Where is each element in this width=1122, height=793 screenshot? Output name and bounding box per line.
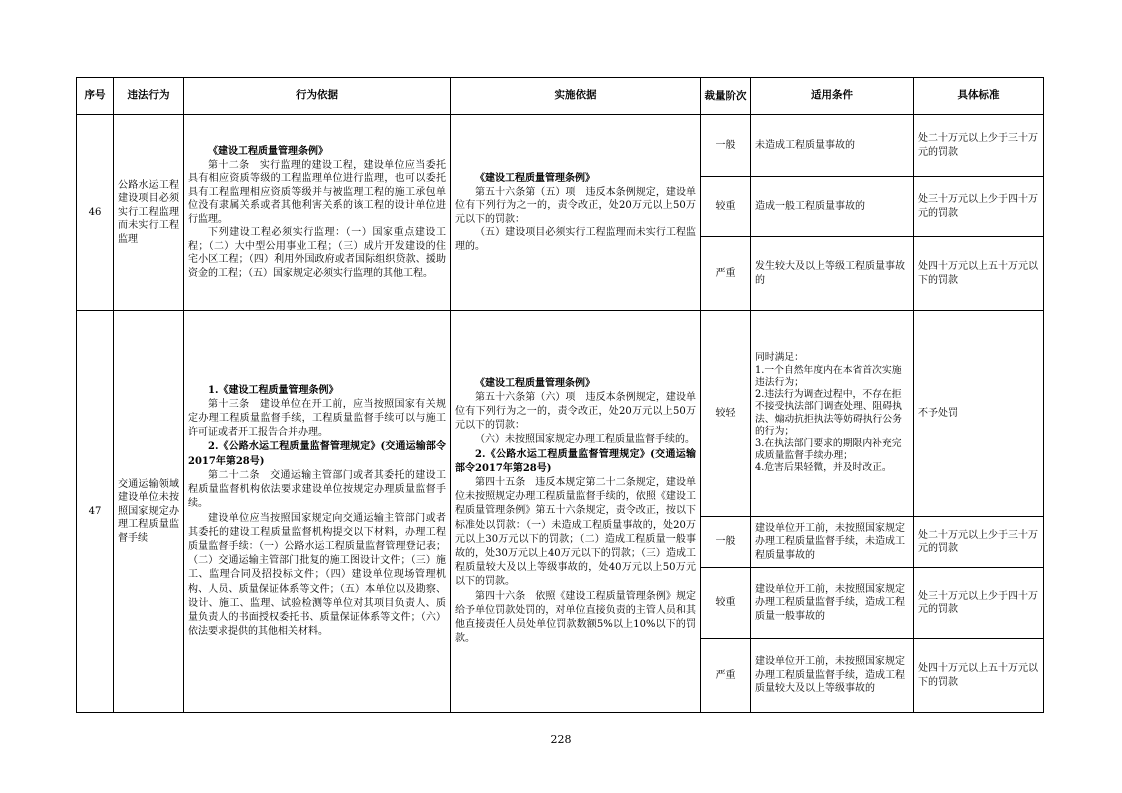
row46-impl bbox=[451, 115, 701, 311]
row47-num: 47 bbox=[77, 311, 114, 713]
law-title: 1.《建设工程质量管理条例》 bbox=[208, 384, 339, 396]
header-cond: 适用条件 bbox=[751, 78, 914, 115]
row46-level-2: 较重 bbox=[701, 177, 751, 237]
header-basis: 行为依据 bbox=[184, 78, 451, 115]
table-row bbox=[77, 311, 1044, 517]
row47-cond-4: 建设单位开工前，未按照国家规定办理工程质量监督手续，造成工程质量较大及以上等级事故的 bbox=[751, 639, 914, 713]
law-paragraph: （六）未按照国家规定办理工程质量监督手续的。 bbox=[475, 434, 695, 446]
row47-cond-2: 建设单位开工前，未按照国家规定办理工程质量监督手续，未造成工程质量事故的 bbox=[751, 517, 914, 568]
row47-level-1: 较轻 bbox=[701, 311, 751, 517]
law-paragraph: 第五十六条第（六）项 违反本条例规定，建设单位有下列行为之一的，责令改正，处20万元以上50万元以下的罚款： bbox=[455, 391, 696, 432]
row46-cond-2: 造成一般工程质量事故的 bbox=[751, 177, 914, 237]
law-paragraph: 第十三条 建设单位在开工前，应当按照国家有关规定办理工程质量监督手续，工程质量监督手续可以与施工许可证或者开工报告合并办理。 bbox=[188, 398, 446, 439]
header-level: 裁量阶次 bbox=[701, 78, 751, 115]
row47-std-4: 处四十万元以上五十万元以下的罚款 bbox=[914, 639, 1044, 713]
law-title: 《建设工程质量管理条例》 bbox=[475, 377, 595, 389]
row46-level-1: 一般 bbox=[701, 115, 751, 177]
table-row bbox=[77, 115, 1044, 177]
law-paragraph: 下列建设工程必须实行监理：（一）国家重点建设工程；（二）大中型公用事业工程；（三）成片开发建设的住宅小区工程；（四）利用外国政府或者国际组织贷款、援助资金的工程；（五）国家规定必须实行监理的其他工程。 bbox=[188, 227, 446, 279]
row46-basis-paragraphs bbox=[188, 145, 446, 280]
header-impl: 实施依据 bbox=[451, 78, 701, 115]
header-num: 序号 bbox=[77, 78, 114, 115]
row47-basis bbox=[184, 311, 451, 713]
law-paragraph: 第四十五条 违反本规定第二十二条规定，建设单位未按照规定办理工程质量监督手续的，依照《建设工程质量管理条例》第五十六条规定，责令改正，按以下标准处以罚款：（一）未造成工程质量事故的，处20万元以上30万元以下的罚款；（二）造成工程质量一般事故的，处30万元以上40万元以下的罚款；（三）造成工程质量较大及以上等级事故的，处40万元以上50万元以下的罚款。 bbox=[455, 476, 696, 588]
header-behavior: 违法行为 bbox=[114, 78, 184, 115]
row46-behavior: 公路水运工程建设项目必须实行工程监理而未实行工程监理 bbox=[114, 115, 184, 311]
law-paragraph: 第五十六条第（五）项 违反本条例规定，建设单位有下列行为之一的，责令改正，处20万元以上50万元以下的罚款： bbox=[455, 186, 696, 225]
row46-cond-1: 未造成工程质量事故的 bbox=[751, 115, 914, 177]
row46-std-2: 处三十万元以上少于四十万元的罚款 bbox=[914, 177, 1044, 237]
penalty-table bbox=[76, 77, 1044, 713]
row47-level-2: 一般 bbox=[701, 517, 751, 568]
law-title: 2.《公路水运工程质量监督管理规定》(交通运输部令2017年第28号) bbox=[188, 441, 446, 467]
row47-impl-paragraphs bbox=[455, 377, 696, 647]
row47-cond-1: 同时满足： 1.一个自然年度内在本省首次实施违法行为； 2.违法行为调查过程中，不存在拒不接受执法部门调查处理、阻碍执法、煽动抗拒执法等妨碍执行公务的行为； 3.在执法部门要求的期限内补充完成质量监督手续办理； 4.危害后果轻微，并及时改正。 bbox=[751, 311, 914, 517]
row46-num: 46 bbox=[77, 115, 114, 311]
law-title: 2.《公路水运工程质量监督管理规定》(交通运输部令2017年第28号) bbox=[455, 448, 696, 474]
header-std: 具体标准 bbox=[914, 78, 1044, 115]
row47-cond-3: 建设单位开工前，未按照国家规定办理工程质量监督手续，造成工程质量一般事故的 bbox=[751, 568, 914, 639]
row47-level-3: 较重 bbox=[701, 568, 751, 639]
row47-std-2: 处二十万元以上少于三十万元的罚款 bbox=[914, 517, 1044, 568]
law-paragraph: 建设单位应当按照国家规定向交通运输主管部门或者其委托的建设工程质量监督机构提交以下材料，办理工程质量监督手续：（一）公路水运工程质量监督管理登记表；（二）交通运输主管部门批复的施工图设计文件；（三）施工、监理合同及招投标文件；（四）建设单位现场管理机构、人员、质量保证体系等文件；（五）本单位以及勘察、设计、施工、监理、试验检测等单位对其项目负责人、质量负责人的书面授权委托书、质量保证体系等文件；（六）依法要求提供的其他相关材料。 bbox=[188, 512, 446, 638]
row47-std-3: 处三十万元以上少于四十万元的罚款 bbox=[914, 568, 1044, 639]
row46-impl-paragraphs bbox=[455, 172, 696, 253]
law-paragraph: 第十二条 实行监理的建设工程，建设单位应当委托具有相应资质等级的工程监理单位进行监理，也可以委托具有工程监理相应资质等级并与被监理工程的施工承包单位没有隶属关系或者其他利害关系的该工程的设计单位进行监理。 bbox=[188, 159, 446, 225]
row46-basis bbox=[184, 115, 451, 311]
row46-cond-3: 发生较大及以上等级工程质量事故的 bbox=[751, 237, 914, 311]
page-number: 228 bbox=[550, 733, 572, 746]
law-title: 《建设工程质量管理条例》 bbox=[475, 173, 595, 184]
header-row bbox=[77, 78, 1044, 115]
row47-impl bbox=[451, 311, 701, 713]
row46-std-1: 处二十万元以上少于三十万元的罚款 bbox=[914, 115, 1044, 177]
law-paragraph: 第四十六条 依照《建设工程质量管理条例》规定给予单位罚款处罚的，对单位直接负责的主管人员和其他直接责任人员处单位罚款数额5%以上10%以下的罚款。 bbox=[455, 590, 696, 645]
law-paragraph: 第二十二条 交通运输主管部门或者其委托的建设工程质量监督机构依法要求建设单位按规定办理质量监督手续。 bbox=[188, 469, 446, 510]
row47-basis-paragraphs bbox=[188, 384, 446, 640]
row46-level-3: 严重 bbox=[701, 237, 751, 311]
row46-std-3: 处四十万元以上五十万元以下的罚款 bbox=[914, 237, 1044, 311]
row47-level-4: 严重 bbox=[701, 639, 751, 713]
row47-behavior: 交通运输领域建设单位未按照国家规定办理工程质量监督手续 bbox=[114, 311, 184, 713]
law-paragraph: （五）建设项目必须实行工程监理而未实行工程监理的。 bbox=[455, 227, 696, 252]
law-title: 《建设工程质量管理条例》 bbox=[208, 146, 328, 157]
row47-std-1: 不予处罚 bbox=[914, 311, 1044, 517]
